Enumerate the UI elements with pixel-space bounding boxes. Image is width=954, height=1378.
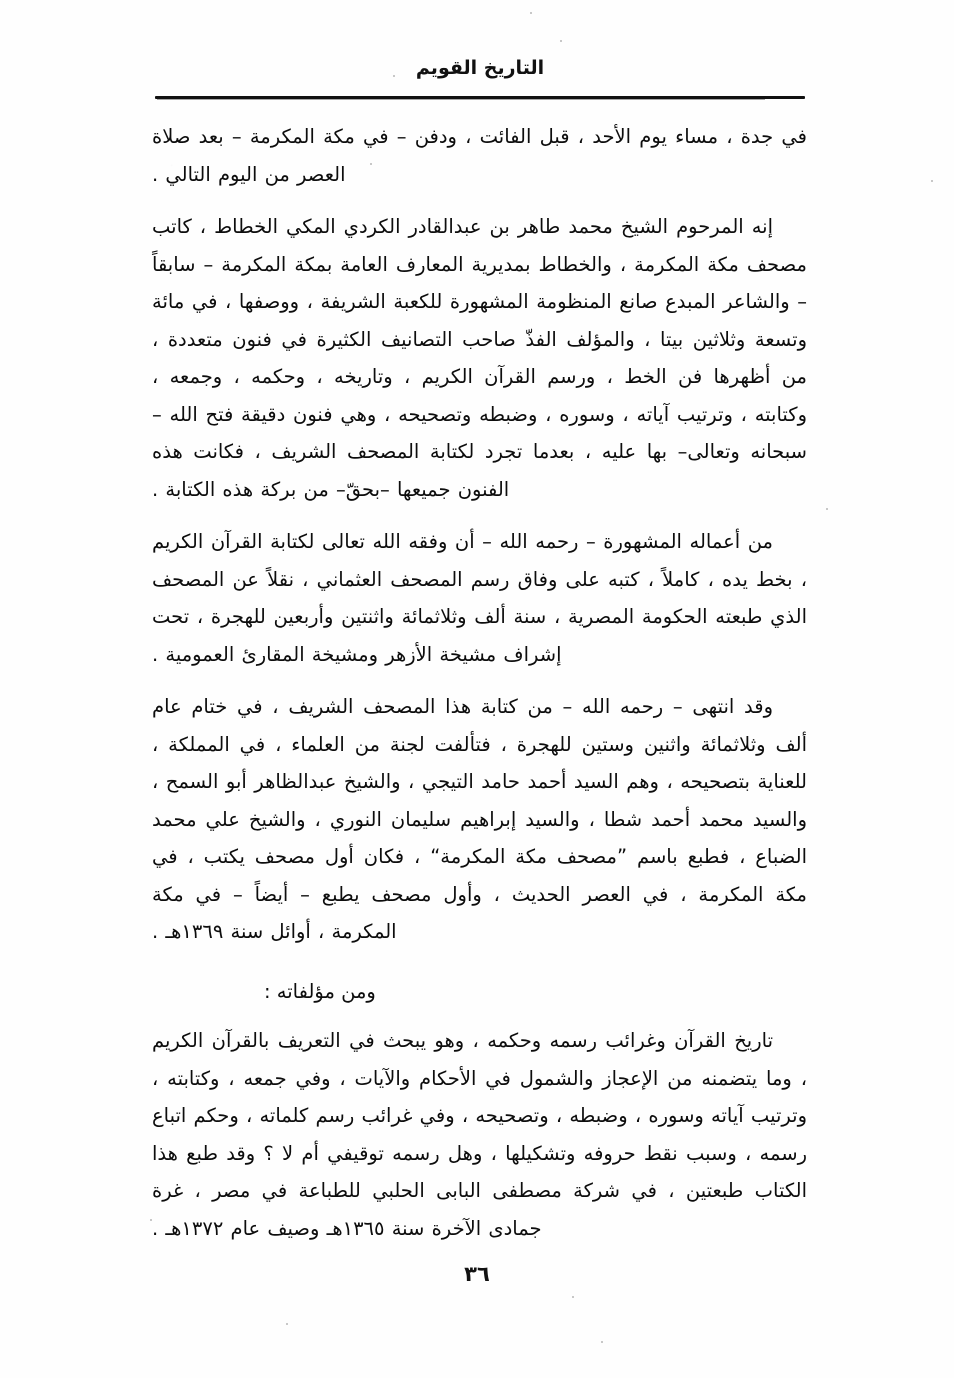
page-text-block	[152, 118, 807, 1262]
scan-speck	[560, 40, 562, 42]
running-head	[155, 57, 805, 80]
scan-speck	[931, 180, 933, 182]
scan-speck	[826, 508, 828, 510]
scan-speck	[572, 1296, 574, 1298]
section-lead-in-line: ومن مؤلفاته :	[264, 979, 376, 1003]
scan-speck	[286, 1323, 288, 1325]
paragraph: إنه المرحوم الشيخ محمد طاهر بن عبدالقادر الكردي المكي الخطاط ، كاتب مصحف مكة المكرمة ، والخطاط بمديرية المعارف العامة بمكة المكرمة – سابقاً – والشاعر المبدع صانع المنظومة المشهورة للكعبة الشريفة ، ووصفها ، في مائة وتسعة وثلاثين بيتا ، والمؤلف الفذّ صاحب التصانيف الكثيرة في فنون متعددة ، من أظهرها فن الخط ، ورسم القرآن الكريم ، وتاريخه ، وحكمه ، وجمعه ، وكتابته ، وترتيب آياته ، وسوره ، وضبطه وتصحيحه ، وهي فنون دقيقة فتح الله –سبحانه وتعالى– بها عليه ، بعدما تجرد لكتابة المصحف الشريف ، فكانت هذه الفنون جميعها –بحقّ– من بركة هذه الكتابة .	[152, 215, 807, 501]
running-head-title: التاريخ القويم	[415, 57, 545, 79]
page-number: ٣٦	[464, 1262, 490, 1286]
paragraph: من أعماله المشهورة – رحمه الله – أن وفقه الله تعالى لكتابة القرآن الكريم ، بخط يده ، كاملاً ، كتبه على وفاق رسم المصحف العثماني ، نقلاً عن المصحف الذي طبعته الحكومة المصرية ، سنة ألف وثلاثمائة واثنتين وأربعين للهجرة ، تحت إشراف مشيخة الأزهر ومشيخة المقارئ العمومية .	[152, 530, 807, 666]
paragraph: في جدة ، مساء يوم الأحد ، قبل الفائت ، ودفن – في مكة المكرمة – بعد صلاة العصر من اليوم التالي .	[152, 125, 807, 186]
paragraph: تاريخ القرآن وغرائب رسمه وحكمه ، وهو يبحث في التعريف بالقرآن الكريم ، وما يتضمنه من الإعجاز والشمول في الأحكام والآيات ، وفي جمعه ، وكتابته ، وترتيب آياته وسوره ، وضبطه ، وتصحيحه ، وفي غرائب رسم كلماته ، وحكم اتباع رسمه ، وسبب نقط حروفه وتشكيلها ، وهل رسمه توقيفي أم لا ؟ وقد طبع هذا الكتاب طبعتين ، في شركة مصطفى البابى الحلبي للطباعة في مصر ، غرة جمادى الآخرة سنة ١٣٦٥هـ وصيف عام ١٣٧٢هـ .	[152, 1029, 807, 1240]
paragraph: وقد انتهى – رحمه الله – من كتابة هذا المصحف الشريف ، في ختام عام ألف وثلاثمائة واثنين وستين للهجرة ، فتألفت لجنة من العلماء ، في المملكة ، للعناية بتصحيحه ، وهم السيد أحمد حامد التيجي ، والشيخ عبدالظاهر أبو السمح ، والسيد محمد أحمد شطا ، والسيد إبراهيم سليمان النوري ، والشيخ علي محمد الضباع ، فطبع باسم ”مصحف مكة المكرمة“ ، فكان أول مصحف يكتب ، في مكة المكرمة ، في العصر الحديث ، وأول مصحف يطبع – أيضاً – في مكة المكرمة ، أوائل سنة ١٣٦٩هـ .	[152, 695, 807, 943]
scan-speck	[530, 12, 532, 14]
scan-speck	[601, 1341, 603, 1343]
header-divider-rule	[155, 96, 805, 99]
